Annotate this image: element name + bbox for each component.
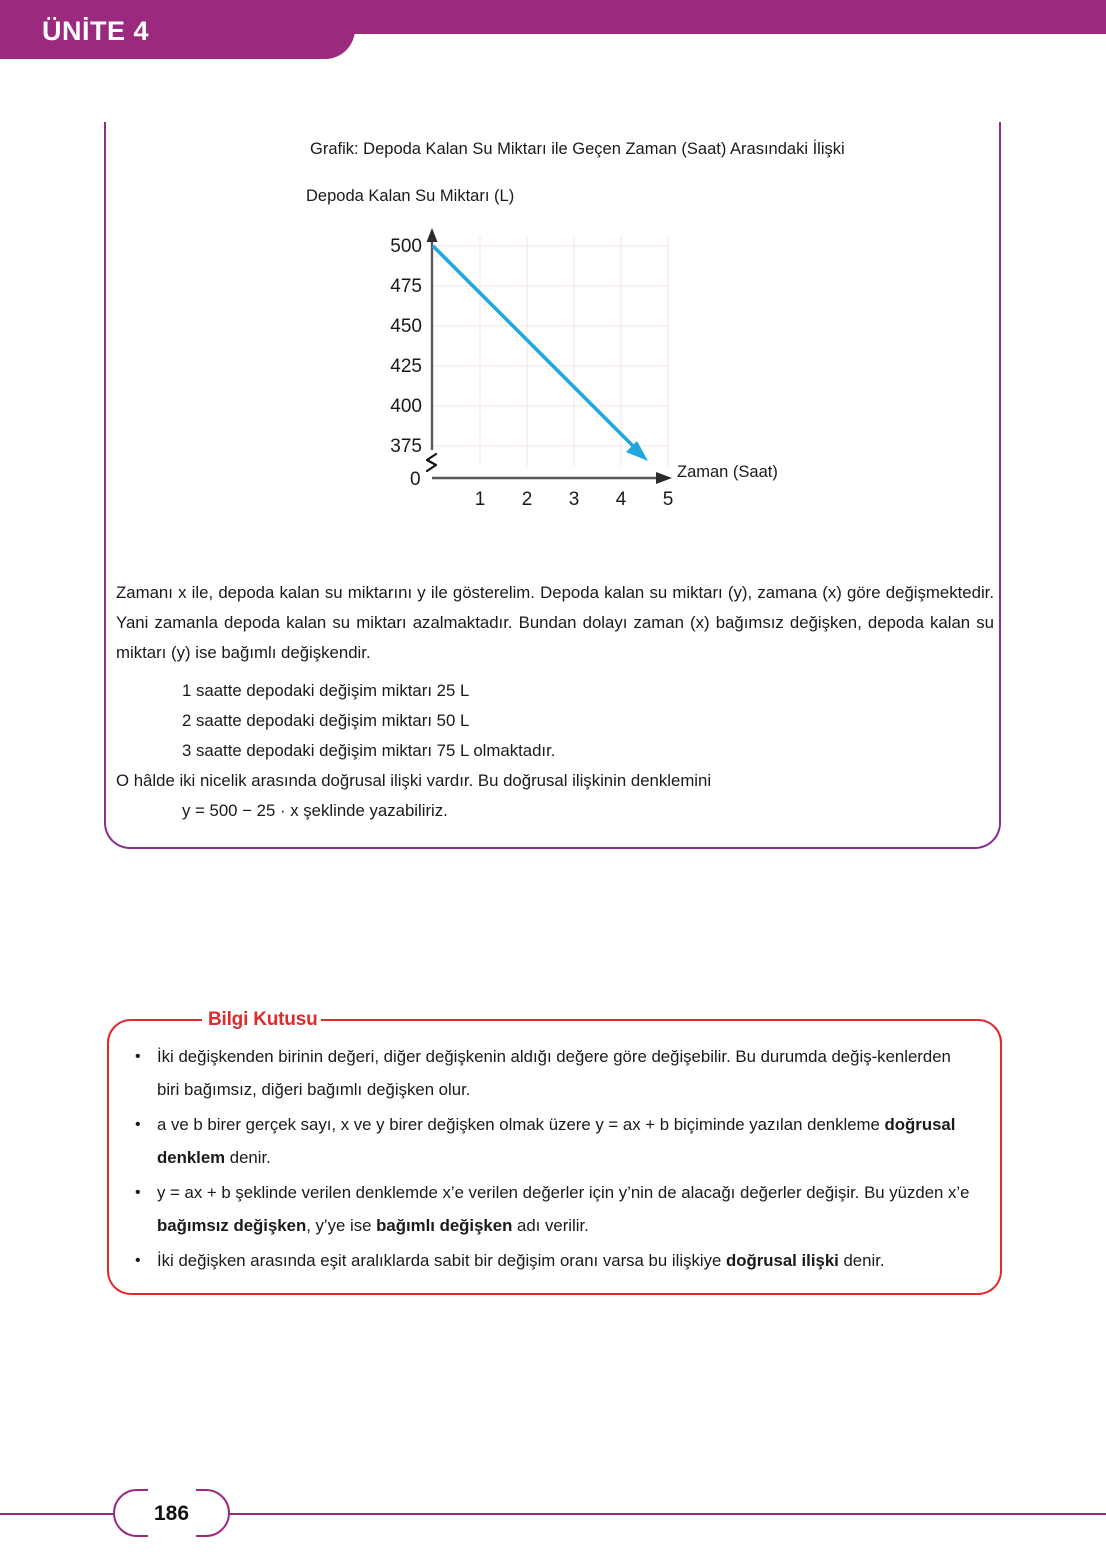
- chart-svg: [380, 228, 810, 503]
- y-tick-450: 450: [390, 316, 422, 337]
- explanation-line: 2 saatte depodaki değişim miktarı 50 L: [182, 711, 470, 730]
- info-box-list: [107, 1040, 1002, 1279]
- y-axis-arrowhead: [427, 228, 438, 242]
- list-item-text: a ve b birer gerçek sayı, x ve y birer değişken olmak üzere y = ax + b biçiminde yazılan denkleme doğrusal denklem denir.: [157, 1115, 956, 1167]
- list-item-text: y = ax + b şeklinde verilen denklemde x’e verilen değerler için y’nin de alacağı değerler değişir. Bu yüzden x’e bağımsız değişken, y’ye ise bağımlı değişken adı verilir.: [157, 1183, 970, 1235]
- explanation-lines: [116, 676, 994, 826]
- unit-tab: [0, 0, 355, 59]
- line-chart: [380, 228, 810, 510]
- y-tick-400: 400: [390, 396, 422, 417]
- list-item: [135, 1244, 976, 1277]
- x-axis-arrowhead: [656, 472, 672, 484]
- chart-y-axis-label: Depoda Kalan Su Miktarı (L): [306, 187, 515, 205]
- page-number: 186: [153, 1502, 190, 1525]
- explanation-line: O hâlde iki nicelik arasında doğrusal ilişki vardır. Bu doğrusal ilişkinin denklemini: [116, 771, 712, 790]
- info-box-title: Bilgi Kutusu: [204, 1009, 321, 1031]
- list-item: [135, 1176, 976, 1242]
- list-item: [135, 1040, 976, 1106]
- data-line: [433, 246, 638, 451]
- list-item-text: İki değişken arasında eşit aralıklarda sabit bir değişim oranı varsa bu ilişkiye doğrusal ilişki denir.: [157, 1251, 885, 1270]
- chart-x-axis-label: Zaman (Saat): [677, 463, 778, 481]
- chart-gridlines: [432, 236, 670, 466]
- page-pill-gap-bottom: [148, 1534, 196, 1541]
- x-tick-3: 3: [568, 489, 580, 510]
- chart-title: Grafik: Depoda Kalan Su Miktarı ile Geçen Zaman (Saat) Arasındaki İlişki: [310, 140, 845, 158]
- y-tick-0: 0: [410, 469, 421, 490]
- y-tick-475: 475: [390, 276, 422, 297]
- y-tick-500: 500: [390, 236, 422, 257]
- bullet-icon: •: [135, 1184, 141, 1201]
- x-tick-5: 5: [662, 489, 674, 510]
- list-item-text: İki değişkenden birinin değeri, diğer değişkenin aldığı değere göre değişebilir. Bu durumda değiş-kenlerden biri bağımsız, diğeri bağımlı değişken olur.: [157, 1047, 951, 1099]
- explanation-paragraph: Zamanı x ile, depoda kalan su miktarını y ile gösterelim. Depoda kalan su miktarı (y), zamana (x) göre değişmektedir. Yani zamanla depoda kalan su miktarı azalmaktadır. Bundan dolayı zaman (x) bağımsız değişken, depoda kalan su miktarı (y) ise bağımlı değişkendir.: [116, 583, 994, 662]
- explanation-line: 1 saatte depodaki değişim miktarı 25 L: [182, 681, 470, 700]
- y-axis-break-icon: [427, 454, 436, 471]
- bullet-icon: •: [135, 1252, 141, 1269]
- y-tick-375: 375: [390, 436, 422, 457]
- unit-label: ÜNİTE 4: [42, 16, 150, 46]
- x-tick-1: 1: [474, 489, 486, 510]
- y-tick-425: 425: [390, 356, 422, 377]
- list-item: [135, 1108, 976, 1174]
- explanation-line: 3 saatte depodaki değişim miktarı 75 L olmaktadır.: [182, 741, 556, 760]
- page-pill-gap-top: [148, 1486, 196, 1492]
- bullet-icon: •: [135, 1116, 141, 1133]
- x-tick-2: 2: [521, 489, 533, 510]
- info-box-top-border-mid: [188, 1019, 202, 1021]
- x-tick-4: 4: [615, 489, 627, 510]
- bullet-icon: •: [135, 1048, 141, 1065]
- equation-line: y = 500 − 25 · x şeklinde yazabiliriz.: [182, 801, 448, 820]
